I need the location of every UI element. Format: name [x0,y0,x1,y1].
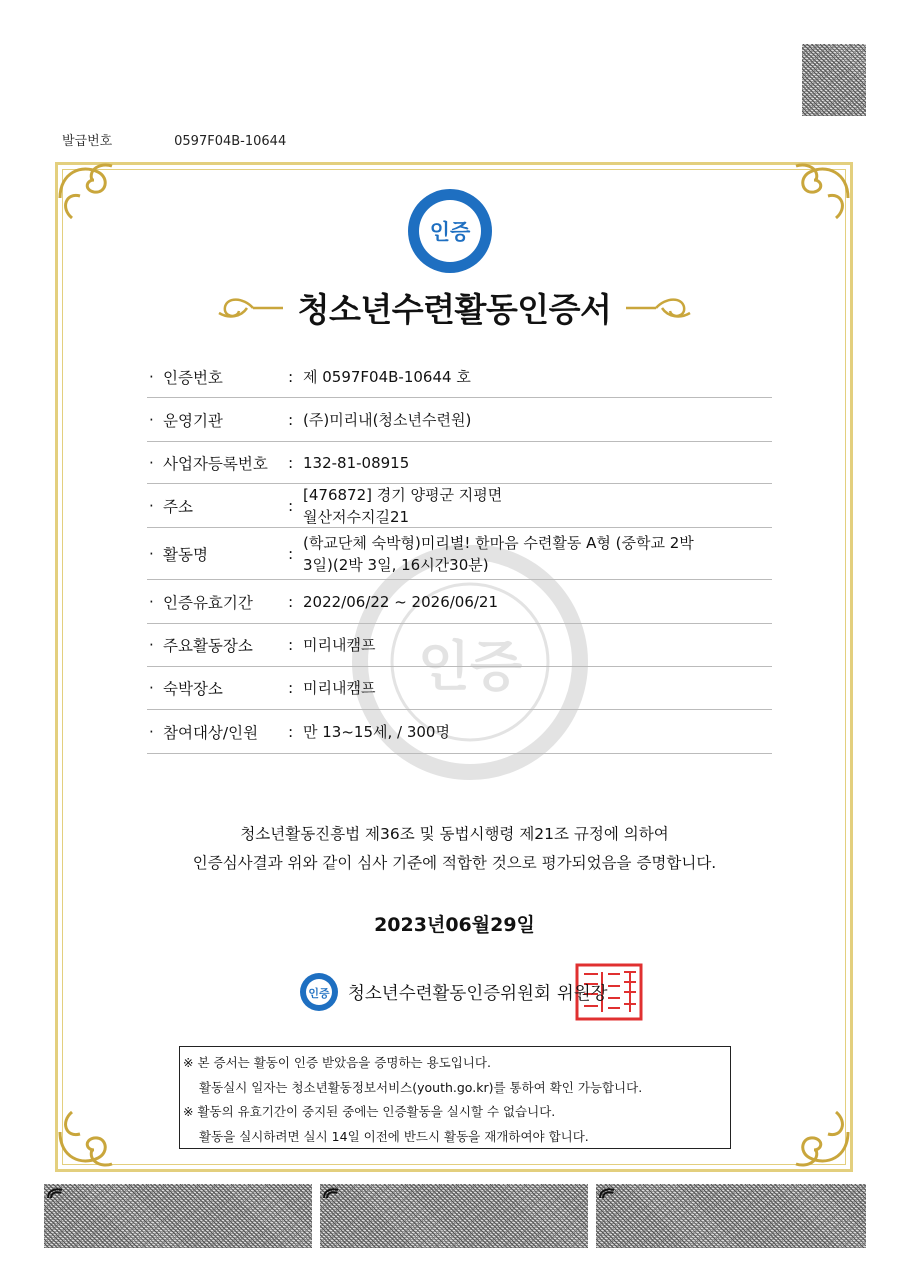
field-value: 미리내캠프 [303,679,376,697]
colon: : [288,544,294,563]
field-row-cert-number [147,356,772,398]
field-row-business-number [147,442,772,484]
bullet: · [149,410,154,429]
notice-line: 활동실시 일자는 청소년활동정보서비스(youth.go.kr)를 통하여 확인 가능합니다. [199,1079,643,1095]
issuer-organization: 청소년수련활동인증위원회 [348,983,551,1004]
certification-emblem [402,187,498,275]
security-barcode-3 [596,1184,866,1248]
notice-line: ※ 활동의 유효기간이 중지된 중에는 인증활동을 실시할 수 없습니다. [183,1104,556,1119]
corner-ornament-top-right [782,158,856,222]
corner-ornament-top-left [52,158,126,222]
field-value [303,484,772,528]
certification-statement [0,820,909,878]
colon: : [288,496,294,515]
bullet: · [149,367,154,386]
field-value: 제 0597F04B-10644 호 [303,367,471,386]
swirl-icon [322,1186,340,1200]
field-key: 인증유효기간 [163,593,253,612]
field-value: 132-81-08915 [303,453,410,472]
field-row-lodging [147,667,772,710]
statement-line2: 인증심사결과 위와 같이 심사 기준에 적합한 것으로 평가되었음을 증명합니다. [192,854,717,872]
bullet: · [149,722,154,741]
field-row-address [147,484,772,528]
issue-number-label: 발급번호 [62,134,113,149]
security-barcode-2 [320,1184,588,1248]
field-key: 활동명 [163,545,208,564]
field-key: 인증번호 [163,368,223,387]
field-key: 운영기관 [163,411,223,430]
field-key: 사업자등록번호 [163,454,268,473]
colon: : [288,367,294,386]
title-ornament-right [624,293,696,323]
colon: : [288,410,294,429]
field-value-line1: [476872] 경기 양평군 지평면 [303,485,503,504]
field-row-participants [147,710,772,754]
statement-line1: 청소년활동진흥법 제36조 및 동법시행령 제21조 규정에 의하여 [240,825,669,843]
issue-number-value: 0597F04B-10644 [174,134,287,149]
bullet: · [149,496,154,515]
field-row-valid-period [147,580,772,624]
bullet: · [149,453,154,472]
certificate-title: 청소년수련활동인증서 [297,290,612,329]
verification-qr-code [802,44,866,116]
title-ornament-left [213,293,285,323]
issuer-block [298,972,608,1012]
bullet: · [149,592,154,611]
emblem-main-text: 인증 [429,220,471,244]
issuer-logo [298,971,340,1013]
field-value-line2: 월산저수지길21 [303,507,410,526]
field-value: (주)미리내(청소년수련원) [303,410,472,429]
security-barcode-1 [44,1184,312,1248]
field-row-operator [147,398,772,442]
notice-box [179,1046,731,1149]
colon: : [288,722,294,741]
notice-line: 활동을 실시하려면 실시 14일 이전에 반드시 활동을 재개하여야 합니다. [199,1128,589,1144]
corner-ornament-bottom-right [782,1108,856,1172]
field-key: 참여대상/인원 [163,723,259,742]
field-value [303,532,772,576]
issue-number-row [62,130,286,149]
bullet: · [149,679,154,697]
certificate-fields [147,356,772,754]
field-row-main-venue [147,624,772,667]
bullet: · [149,544,154,563]
field-key: 주요활동장소 [163,637,253,655]
field-key: 주소 [163,497,193,516]
colon: : [288,592,294,611]
corner-ornament-bottom-left [52,1108,126,1172]
bullet: · [149,636,154,654]
colon: : [288,636,294,654]
issuer-role: 위원장 [556,983,608,1004]
field-value: 만 13~15세, / 300명 [303,722,450,741]
swirl-icon [598,1186,616,1200]
field-row-activity-name [147,528,772,580]
field-value: 미리내캠프 [303,636,376,654]
field-value-line1: (학교단체 숙박형)미리별! 한마음 수련활동 A형 (중학교 2박 [303,533,694,552]
field-key: 숙박장소 [163,680,223,698]
field-value-line2: 3일)(2박 3일, 16시간30분) [303,555,489,574]
swirl-icon [46,1186,64,1200]
issuer-logo-text: 인증 [308,987,330,1000]
certificate-title-block [0,284,909,331]
field-value: 2022/06/22 ~ 2026/06/21 [303,592,499,611]
watermark-text: 인증 [417,635,523,698]
notice-line: ※ 본 증서는 활동이 인증 받았음을 증명하는 용도입니다. [183,1055,491,1070]
colon: : [288,679,294,697]
colon: : [288,453,294,472]
issue-date: 2023년06월29일 [374,914,535,936]
